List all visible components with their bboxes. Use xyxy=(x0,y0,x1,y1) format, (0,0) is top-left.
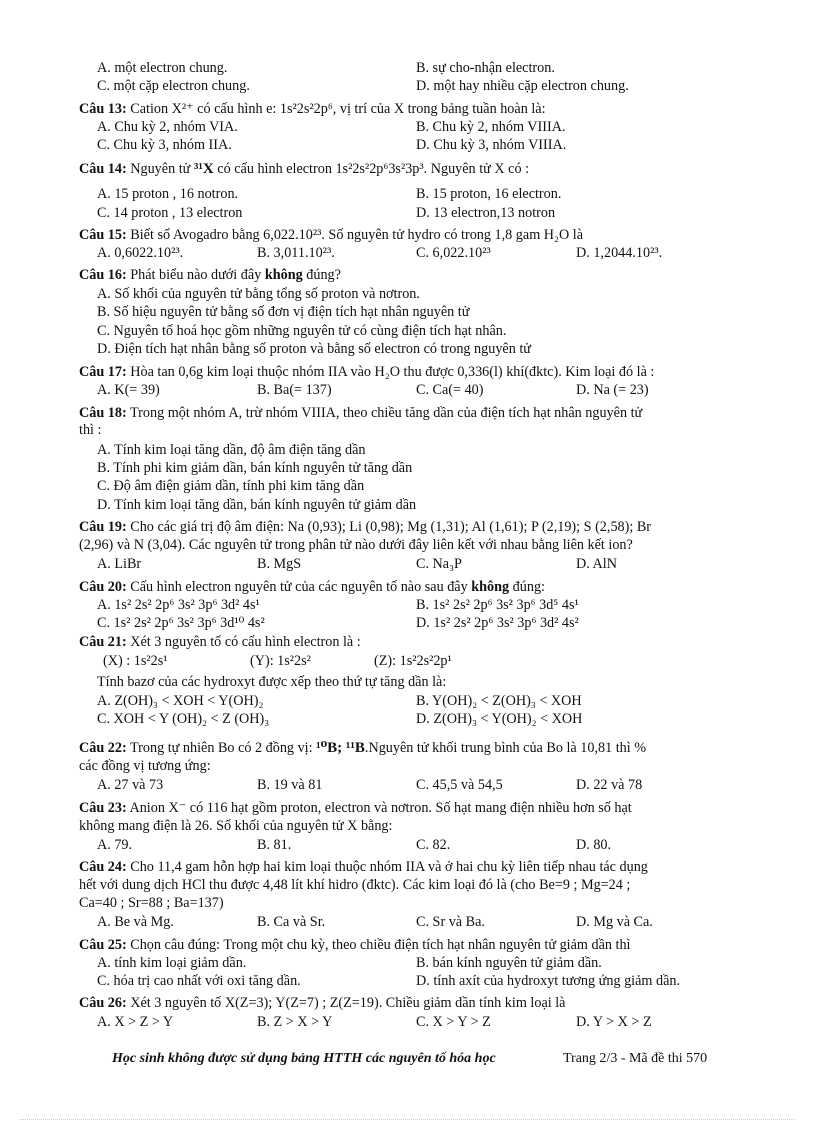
q19-option-b: B. MgS xyxy=(257,556,302,572)
q21-option-d: D. Z(OH)₃ < Y(OH)₂ < XOH xyxy=(416,711,583,727)
q23-option-c: C. 82. xyxy=(416,837,451,853)
question-17 xyxy=(79,363,654,381)
q15-option-c: C. 6,022.10²³ xyxy=(416,245,491,261)
q24-option-a: A. Be và Mg. xyxy=(97,914,174,930)
q22-option-b: B. 19 và 81 xyxy=(257,777,323,793)
isotope-symbols: ¹⁰B; ¹¹B xyxy=(316,740,365,756)
question-text-post: đúng? xyxy=(306,267,341,283)
question-18 xyxy=(79,404,642,422)
q26-option-a: A. X > Z > Y xyxy=(97,1014,174,1030)
q16-option-c: C. Nguyên tố hoá học gồm những nguyên tử có cùng điện tích hạt nhân. xyxy=(97,323,507,339)
q18-option-a: A. Tính kim loại tăng dần, độ âm điện tăng dần xyxy=(97,442,366,458)
q22-option-d: D. 22 và 78 xyxy=(576,777,643,793)
q21-option-a: A. Z(OH)₃ < XOH < Y(OH)₂ xyxy=(97,693,264,709)
question-24-cont-1: hết với dung dịch HCl thu được 4,48 lít khí hidro (đktc). Các kim loại đó là (cho Be=9 ; Mg=24 ; xyxy=(79,877,631,893)
q20-option-d: D. 1s² 2s² 2p⁶ 3s² 3p⁶ 3d² 4s² xyxy=(416,615,579,631)
q16-option-a: A. Số khối của nguyên tử bằng tổng số proton và nơtron. xyxy=(97,286,420,302)
q18-option-c: C. Độ âm điện giảm dần, tính phi kim tăng dần xyxy=(97,478,365,494)
q14-option-c: C. 14 proton , 13 electron xyxy=(97,205,243,221)
q26-option-c: C. X > Y > Z xyxy=(416,1014,491,1030)
q19-option-c: C. Na₃P xyxy=(416,556,462,572)
q21-config-y: (Y): 1s²2s² xyxy=(250,653,311,669)
isotope-symbol: ³¹X xyxy=(193,161,214,177)
question-22 xyxy=(79,739,646,757)
q21-option-c: C. XOH < Y (OH)₂ < Z (OH)₃ xyxy=(97,711,270,727)
q18-option-b: B. Tính phi kim giảm dần, bán kính nguyên tử tăng dần xyxy=(97,460,413,476)
question-25 xyxy=(79,936,631,954)
question-13 xyxy=(79,100,546,118)
q21-config-x: (X) : 1s²2s¹ xyxy=(103,653,168,669)
question-20 xyxy=(79,578,545,596)
question-text-pre: Phát biểu nào dưới đây xyxy=(130,267,262,283)
q15-option-d: D. 1,2044.10²³. xyxy=(576,245,663,261)
q25-option-c: C. hóa trị cao nhất với oxi tăng dần. xyxy=(97,973,301,989)
q24-option-b: B. Ca và Sr. xyxy=(257,914,326,930)
footer-note: Học sinh không được sử dụng bảng HTTH các nguyên tố hóa học xyxy=(112,1051,496,1066)
q20-option-a: A. 1s² 2s² 2p⁶ 3s² 3p⁶ 3d² 4s¹ xyxy=(97,597,260,613)
question-number: Câu 26: xyxy=(79,995,127,1011)
question-text: Xét 3 nguyên tố X(Z=3); Y(Z=7) ; Z(Z=19). Chiều giảm dần tính kim loại là xyxy=(130,995,566,1011)
question-14 xyxy=(79,160,529,178)
question-number: Câu 19: xyxy=(79,519,127,535)
question-number: Câu 23: xyxy=(79,800,127,816)
q22-option-a: A. 27 và 73 xyxy=(97,777,164,793)
question-23-cont: không mang điện là 26. Số khối của nguyên tử X bằng: xyxy=(79,818,393,834)
q12-option-c: C. một cặp electron chung. xyxy=(97,78,250,94)
q19-option-d: D. AlN xyxy=(576,556,617,572)
q23-option-d: D. 80. xyxy=(576,837,612,853)
q16-option-d: D. Điện tích hạt nhân bằng số proton và bằng số electron có trong nguyên tử xyxy=(97,341,532,357)
q12-option-b: B. sự cho-nhận electron. xyxy=(416,60,555,76)
q13-option-a: A. Chu kỳ 2, nhóm VIA. xyxy=(97,119,238,135)
q26-option-b: B. Z > X > Y xyxy=(257,1014,333,1030)
question-text: Xét 3 nguyên tố có cấu hình electron là : xyxy=(130,634,361,650)
question-text: Anion X⁻ có 116 hạt gồm proton, electron và nơtron. Số hạt mang điện nhiều hơn số hạt xyxy=(129,800,632,816)
q25-option-d: D. tính axít của hydroxyt tương ứng giảm dần. xyxy=(416,973,681,989)
question-text-post: đúng: xyxy=(512,579,545,595)
question-21 xyxy=(79,633,361,651)
question-text: Trong một nhóm A, trừ nhóm VIIIA, theo chiều tăng dần của điện tích hạt nhân nguyên tử xyxy=(130,405,643,421)
question-22-cont: các đồng vị tương ứng: xyxy=(79,758,211,774)
q25-option-b: B. bán kính nguyên tử giảm dần. xyxy=(416,955,602,971)
question-number: Câu 25: xyxy=(79,937,127,953)
q22-option-c: C. 45,5 và 54,5 xyxy=(416,777,503,793)
question-number: Câu 15: xyxy=(79,227,127,243)
q17-option-a: A. K(= 39) xyxy=(97,382,160,398)
q20-option-b: B. 1s² 2s² 2p⁶ 3s² 3p⁶ 3d⁵ 4s¹ xyxy=(416,597,579,613)
question-number: Câu 14: xyxy=(79,161,127,177)
question-text: Biết số Avogadro bằng 6,022.10²³. Số nguyên tử hydro có trong 1,8 gam H₂O là xyxy=(130,227,584,243)
q24-option-d: D. Mg và Ca. xyxy=(576,914,653,930)
question-number: Câu 20: xyxy=(79,579,127,595)
question-24-cont-2: Ca=40 ; Sr=88 ; Ba=137) xyxy=(79,895,224,911)
page-bottom-divider xyxy=(20,1119,796,1120)
question-text: Cation X²⁺ có cấu hình e: 1s²2s²2p⁶, vị trí của X trong bảng tuần hoàn là: xyxy=(130,101,546,117)
q17-option-b: B. Ba(= 137) xyxy=(257,382,332,398)
q17-option-c: C. Ca(= 40) xyxy=(416,382,484,398)
question-text-pre: Cấu hình electron nguyên tử của các nguyên tố nào sau đây xyxy=(130,579,468,595)
q25-option-a: A. tính kim loại giảm dần. xyxy=(97,955,247,971)
question-16 xyxy=(79,266,341,284)
question-text: Chọn câu đúng: Trong một chu kỳ, theo chiều điện tích hạt nhân nguyên tử giảm dần thì xyxy=(130,937,631,953)
q14-option-d: D. 13 electron,13 notron xyxy=(416,205,556,221)
question-18-cont: thì : xyxy=(79,422,102,438)
question-text-emphasis: không xyxy=(264,267,303,283)
q16-option-b: B. Số hiệu nguyên tử bằng số đơn vị điện tích hạt nhân nguyên tử xyxy=(97,304,470,320)
q12-option-a: A. một electron chung. xyxy=(97,60,228,76)
question-text-pre: Trong tự nhiên Bo có 2 đồng vị: xyxy=(130,740,313,756)
q15-option-b: B. 3,011.10²³. xyxy=(257,245,335,261)
question-text: Cho 11,4 gam hỗn hợp hai kim loại thuộc nhóm IIA và ở hai chu kỳ liên tiếp nhau tác dụng xyxy=(130,859,648,875)
q26-option-d: D. Y > X > Z xyxy=(576,1014,652,1030)
q18-option-d: D. Tính kim loại tăng dần, bán kính nguyên tử giảm dần xyxy=(97,497,417,513)
q19-option-a: A. LiBr xyxy=(97,556,142,572)
question-number: Câu 21: xyxy=(79,634,127,650)
question-number: Câu 13: xyxy=(79,101,127,117)
q14-option-a: A. 15 proton , 16 notron. xyxy=(97,186,239,202)
question-text-pre: Nguyên tử xyxy=(130,161,191,177)
footer-page-number: Trang 2/3 - Mã đề thi 570 xyxy=(563,1051,708,1066)
q13-option-b: B. Chu kỳ 2, nhóm VIIIA. xyxy=(416,119,566,135)
q13-option-d: D. Chu kỳ 3, nhóm VIIIA. xyxy=(416,137,567,153)
question-26 xyxy=(79,994,565,1012)
q14-option-b: B. 15 proton, 16 electron. xyxy=(416,186,562,202)
question-19 xyxy=(79,518,651,536)
question-number: Câu 16: xyxy=(79,267,127,283)
question-24 xyxy=(79,858,648,876)
question-19-cont: (2,96) và N (3,04). Các nguyên tử trong phân tử nào dưới đây liên kết với nhau bằng liên kết ion? xyxy=(79,537,633,553)
q23-option-a: A. 79. xyxy=(97,837,133,853)
question-number: Câu 17: xyxy=(79,364,127,380)
question-text-post: .Nguyên tử khối trung bình của Bo là 10,81 thì % xyxy=(364,740,647,756)
question-21-cont: Tính bazơ của các hydroxyt được xếp theo thứ tự tăng dần là: xyxy=(97,674,447,690)
question-number: Câu 24: xyxy=(79,859,127,875)
question-text-post: có cấu hình electron 1s²2s²2p⁶3s²3p³. Nguyên tử X có : xyxy=(217,161,530,177)
question-23 xyxy=(79,799,632,817)
q12-option-d: D. một hay nhiều cặp electron chung. xyxy=(416,78,629,94)
question-15 xyxy=(79,226,583,244)
q21-option-b: B. Y(OH)₂ < Z(OH)₃ < XOH xyxy=(416,693,582,709)
q20-option-c: C. 1s² 2s² 2p⁶ 3s² 3p⁶ 3d¹⁰ 4s² xyxy=(97,615,265,631)
q21-config-z: (Z): 1s²2s²2p¹ xyxy=(374,653,452,669)
question-text: Hòa tan 0,6g kim loại thuộc nhóm IIA vào H₂O thu được 0,336(l) khí(đktc). Kim loại đó là : xyxy=(130,364,655,380)
q15-option-a: A. 0,6022.10²³. xyxy=(97,245,184,261)
q17-option-d: D. Na (= 23) xyxy=(576,382,649,398)
question-number: Câu 22: xyxy=(79,740,127,756)
q24-option-c: C. Sr và Ba. xyxy=(416,914,485,930)
q23-option-b: B. 81. xyxy=(257,837,292,853)
q13-option-c: C. Chu kỳ 3, nhóm IIA. xyxy=(97,137,232,153)
question-text: Cho các giá trị độ âm điện: Na (0,93); Li (0,98); Mg (1,31); Al (1,61); P (2,19); S (2,58); Br xyxy=(130,519,652,535)
question-number: Câu 18: xyxy=(79,405,127,421)
question-text-emphasis: không xyxy=(471,579,510,595)
